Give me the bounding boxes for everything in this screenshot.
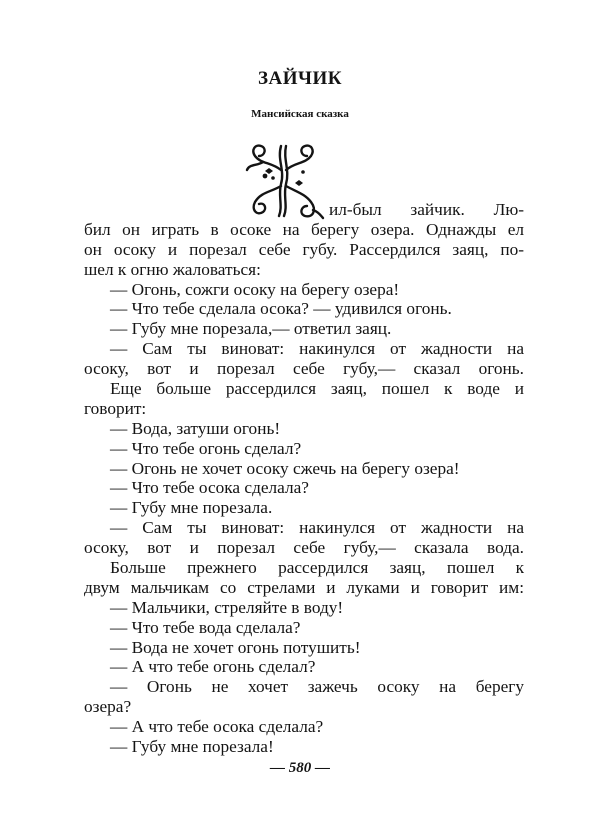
text-line: — Огонь, сожги осоку на берегу озера!: [110, 279, 400, 299]
text-line: осоку, вот и порезал себе губу,— сказал огонь.: [84, 359, 524, 379]
text-line: — Что тебе сделала осока? — удивился огонь.: [110, 299, 452, 319]
text-line: шел к огню жаловаться:: [84, 259, 261, 279]
text-line: — А что тебе огонь сделал?: [110, 657, 316, 677]
text-line: Больше прежнего рассердился заяц, пошел к: [110, 558, 524, 577]
text-line: — Что тебе осока сделала?: [110, 478, 309, 498]
story-title: ЗАЙЧИК: [257, 68, 343, 89]
text-line: — Что тебе вода сделала?: [110, 617, 301, 637]
text-line: — Губу мне порезала!: [110, 737, 274, 756]
text-line: говорит:: [84, 398, 147, 418]
text-line: Еще больше рассердился заяц, пошел к воде и: [110, 379, 524, 398]
text-line: он осоку и порезал себе губу. Рассердился заяц, по-: [84, 239, 524, 259]
text-line: — Сам ты виноват: накинулся от жадности на: [110, 339, 524, 359]
text-line: — Губу мне порезала,— ответил заяц.: [110, 319, 392, 339]
story-subtitle: Мансийская сказка: [251, 108, 349, 120]
page-number: — 580 —: [270, 760, 330, 776]
text-line: — Вода, затуши огонь!: [110, 418, 281, 438]
text-line: — Огонь не хочет зажечь осоку на берегу: [110, 677, 524, 697]
text-line: — А что тебе осока сделала?: [110, 717, 324, 737]
text-line: ил-был зайчик. Лю-: [329, 200, 524, 219]
text-line: осоку, вот и порезал себе губу,— сказала вода.: [84, 538, 524, 558]
text-line: озера?: [84, 697, 132, 717]
text-line: — Огонь не хочет осоку сжечь на берегу озера!: [110, 458, 460, 478]
ornamental-dropcap-icon: [243, 140, 325, 220]
text-line: — Вода не хочет огонь потушить!: [110, 637, 361, 657]
text-line: — Что тебе огонь сделал?: [110, 438, 302, 458]
text-line: бил он играть в осоке на берегу озера. Однажды ел: [84, 219, 524, 239]
text-line: — Сам ты виноват: накинулся от жадности на: [110, 518, 524, 538]
text-line: двум мальчикам со стрелами и луками и говорит им:: [84, 577, 524, 597]
text-line: — Губу мне порезала.: [110, 498, 273, 518]
text-line: — Мальчики, стреляйте в воду!: [110, 597, 344, 617]
